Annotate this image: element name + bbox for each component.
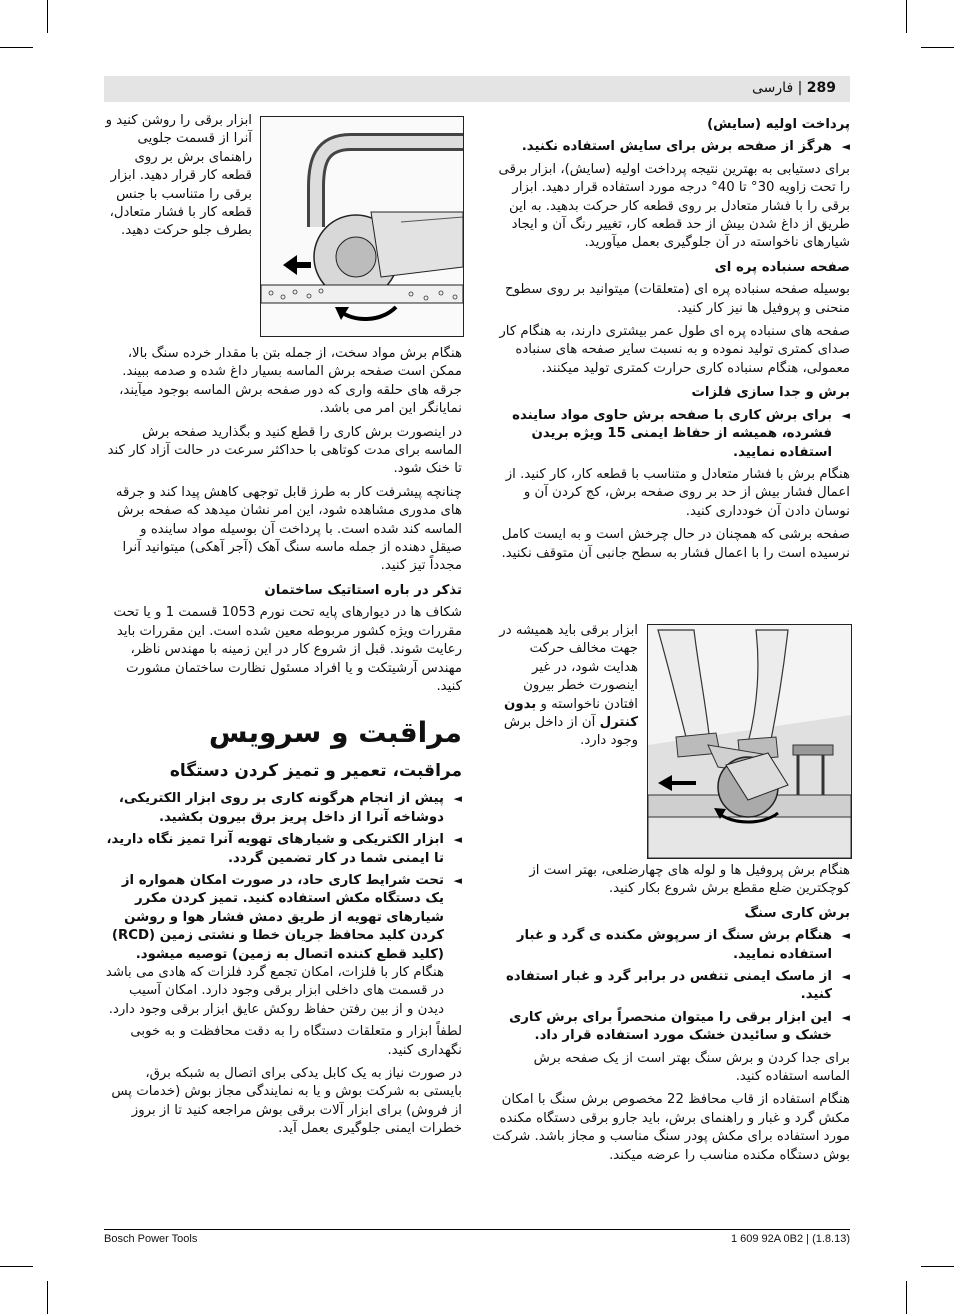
- warning-sanding: ◄ هرگز از صفحه برش برای سایش استفاده نکنید.: [492, 138, 850, 156]
- left-column: [104, 345, 462, 1144]
- triangle-bullet-icon: ◄: [453, 873, 462, 887]
- section-title-service: مراقبت و سرویس: [208, 716, 462, 750]
- paragraph-structural: شکاف ها در دیوارهای پایه تحت نورم 1053 قسمت 1 و یا تحت مقررات ویژه کشور مربوطه معین شده است. این مقررات باید رعایت شوند. قبل از شروع کار در این زمینه با مهندس ناظر، مهندس آرشیتکت و یا افراد مسئول نظارت ساختمان مشورت کنید.: [113, 605, 462, 694]
- metal-cutting-figure: [647, 624, 852, 859]
- page-header: [104, 76, 850, 102]
- triangle-bullet-icon: ◄: [453, 792, 462, 806]
- triangle-bullet-icon: ◄: [841, 140, 850, 154]
- metal-cutting-illustration: [648, 625, 851, 858]
- crop-mark: [921, 47, 954, 48]
- paragraph-sanding: برای دستیابی به بهترین نتیجه پرداخت اولیه (سایش)، ابزار برقی را تحت زاویه 30° تا 40° درجه مورد استفاده قرار دهید. ابزار برقی را با فشار متعادل بر روی قطعه کار حرکت بدهید. به این طریق از داغ شدن بیش از حد قطعه کار، تغییر رنگ آن و ایجاد شیارهای ناخواسته در آن جلوگیری بعمل میآورید.: [498, 161, 850, 251]
- paragraph-hard-2: در اینصورت برش کاری را قطع کنید و بگذارید صفحه برش الماسه برای مدت کوتاهی با حداکثر سرعت در حالت آزاد کار کند تا خنک شود.: [107, 424, 462, 477]
- header-separator: |: [793, 80, 807, 96]
- warning-stone-2: ◄ از ماسک ایمنی تنفس در برابر گرد و غبار استفاده کنید.: [505, 969, 850, 1003]
- triangle-bullet-icon: ◄: [841, 970, 850, 984]
- stone-figure-caption: ابزار برقی را روشن کنید و آنرا از قسمت جلویی راهنمای برش بر روی قطعه کار قرار دهید. ابزار برقی را متناسب با جنس قطعه کار با فشار متعادل، بطرف جلو حرکت دهید.: [105, 113, 252, 239]
- paragraph-flap-1: بوسیله صفحه سنباده پره ای (متعلقات) میتوانید بر روی سطوح منحنی و پروفیل ها نیز کار کنید.: [504, 282, 850, 316]
- heading-sanding: پرداخت اولیه (سایش): [707, 117, 850, 132]
- crop-mark: [47, 0, 48, 33]
- crop-mark: [906, 0, 907, 33]
- right-column-lower: [492, 862, 850, 1170]
- triangle-bullet-icon: ◄: [841, 929, 850, 943]
- warning-metal: ◄ برای برش کاری با صفحه برش حاوی مواد ساینده فشرده، همیشه از حفاظ ایمنی 15 ویژه بریدن استفاده نمایید.: [512, 407, 850, 460]
- warning-care-3: ◄ تحت شرایط کاری حاد، در صورت امکان همواره از یک دستگاه مکش استفاده کنید. تمیز کردن مکرر شیارهای تهویه از طریق دمش فشار هوا و روشن کردن کلید محافظ جریان خطا و نشتی زمین (RCD) (کلید قطع کننده اتصال به زمین) توصیه میشود. هنگام کار با فلزات، امکان تجمع گرد فلزات که هادی می باشد در قسمت های داخلی ابزار برقی وجود دارد. امکان آسیب دیدن و از بین رفتن حفاظ روکش عایق ابزار برقی وجود دارد.: [105, 872, 462, 1017]
- header-language: فارسی: [752, 80, 794, 96]
- paragraph-profile: هنگام برش پروفیل ها و لوله های چهارضلعی، بهتر است از کوچکترین ضلع مقطع برش شروع بکار کنید.: [529, 863, 850, 897]
- warning-stone-3: ◄ این ابزار برقی را میتوان منحصراً برای برش کاری خشک و سائیدن خشک مورد استفاده قرار داد.: [509, 1009, 850, 1044]
- triangle-bullet-icon: ◄: [841, 1010, 850, 1024]
- footer-rule: [104, 1229, 850, 1230]
- right-column: [492, 110, 850, 568]
- warning-care-1: ◄ پیش از انجام هرگونه کاری بر روی ابزار الکتریکی، دوشاخه آنرا از داخل پریز برق بیرون بکشید.: [118, 791, 462, 825]
- page-number: 289: [806, 80, 836, 96]
- crop-mark: [921, 1266, 954, 1267]
- paragraph-metal-1: هنگام برش با فشار متعادل و متناسب با قطعه کار، کار کنید. از اعمال فشار بیش از حد بر روی صفحه برش، کج کردن آن و نوسان دادن آن خودداری کنید.: [505, 466, 850, 519]
- paragraph-metal-2: صفحه برشی که همچنان در حال چرخش است و به ایست کامل نرسیده است را با اعمال فشار به سطح جانبی آن متوقف نکنید.: [501, 527, 850, 561]
- crop-mark: [0, 1266, 33, 1267]
- warning-care-2: ◄ ابزار الکتریکی و شیارهای تهویه آنرا تمیز نگاه دارید، تا ایمنی شما در کار تضمین گردد.: [106, 832, 462, 866]
- heading-structural-note: تذکر در باره استاتیک ساختمان: [264, 582, 462, 598]
- crop-mark: [906, 1281, 907, 1314]
- heading-flap-disc: صفحه سنباده پره ای: [714, 259, 850, 275]
- paragraph-care-1: لطفاً ابزار و متعلقات دستگاه را به دقت محافظت و به خوبی نگهداری کنید.: [130, 1024, 462, 1058]
- heading-metal-cutting: برش و جدا سازی فلزات: [691, 385, 850, 401]
- metal-figure-caption: ابزار برقی باید همیشه در جهت مخالف حرکت هدایت شود، در غیر اینصورت خطر بیرون افتادن ناخواسته و بدون کنترل آن از داخل برش وجود دارد.: [499, 623, 638, 749]
- crop-mark: [0, 47, 33, 48]
- header-text: [752, 80, 836, 96]
- footer-code: 1 609 92A 0B2 | (1.8.13): [730, 1233, 850, 1245]
- paragraph-hard-3: چنانچه پیشرفت کار به طرز قابل توجهی کاهش پیدا کند و جرقه های مدوری مشاهده شود، این امر نشان میدهد که صفحه برش الماسه کند شده است. با پرداخت آن بوسیله مواد ساینده و صیقل دهنده از جمله ماسه سنگ آهک (آجر آهکی) میتوانید آنرا مجدداً تیز کنید.: [115, 484, 462, 574]
- stone-cutting-figure: [260, 116, 464, 337]
- heading-stone-cutting: برش کاری سنگ: [744, 905, 850, 921]
- crop-mark: [47, 1281, 48, 1314]
- warning-stone-1: ◄ هنگام برش سنگ از سرپوش مکنده ی گرد و غبار استفاده نمایید.: [516, 928, 850, 962]
- paragraph-stone-2: هنگام استفاده از قاب محافظ 22 مخصوص برش سنگ با امکان مکش گرد و غبار و راهنمای برش، باید جارو برقی دستگاه مکنده مورد استفاده برای مکش پودر سنگ مناسب و مجاز باشد. شرکت بوش دستگاه مکنده مناسب را عرضه میکند.: [492, 1092, 850, 1163]
- paragraph-care-2: در صورت نیاز به یک کابل یدکی برای اتصال به شبکه برق، بایستی به شرکت بوش و یا به نمایندگی مجاز بوش (خدمات پس از فروش) برای ابزار آلات برقی بوش مراجعه کنید تا از بروز خطرات ایمنی جلوگیری بعمل آید.: [111, 1066, 462, 1137]
- paragraph-hard-1: هنگام برش مواد سخت، از جمله بتن با مقدار خرده سنگ بالا، ممکن است صفحه برش الماسه بسیار داغ شده و صدمه ببیند. جرقه های حلقه واری که دور صفحه برش الماسه بوجود میآیند، نمایانگر این امر می باشد.: [119, 346, 462, 417]
- paragraph-flap-2: صفحه های سنباده پره ای طول عمر بیشتری دارند، به هنگام کار صدای کمتری تولید نموده و به نسبت سایر صفحه های سنباده معمولی، هنگام سنباده کاری حرارت کمتری تولید میکنند.: [499, 324, 850, 376]
- triangle-bullet-icon: ◄: [841, 408, 850, 422]
- stone-cutting-illustration: [261, 117, 463, 336]
- footer-brand: Bosch Power Tools: [104, 1233, 198, 1245]
- paragraph-stone-1: برای جدا کردن و برش سنگ بهتر است از یک صفحه برش الماسه استفاده کنید.: [533, 1050, 850, 1085]
- triangle-bullet-icon: ◄: [453, 833, 462, 847]
- subsection-title-care: مراقبت، تعمیر و تمیز کردن دستگاه: [169, 761, 462, 782]
- warning-care-3-note: هنگام کار با فلزات، امکان تجمع گرد فلزات که هادی می باشد در قسمت های داخلی ابزار برقی وجود دارد. امکان آسیب دیدن و از بین رفتن حفاظ روکش عایق ابزار برقی وجود دارد.: [105, 964, 444, 1017]
